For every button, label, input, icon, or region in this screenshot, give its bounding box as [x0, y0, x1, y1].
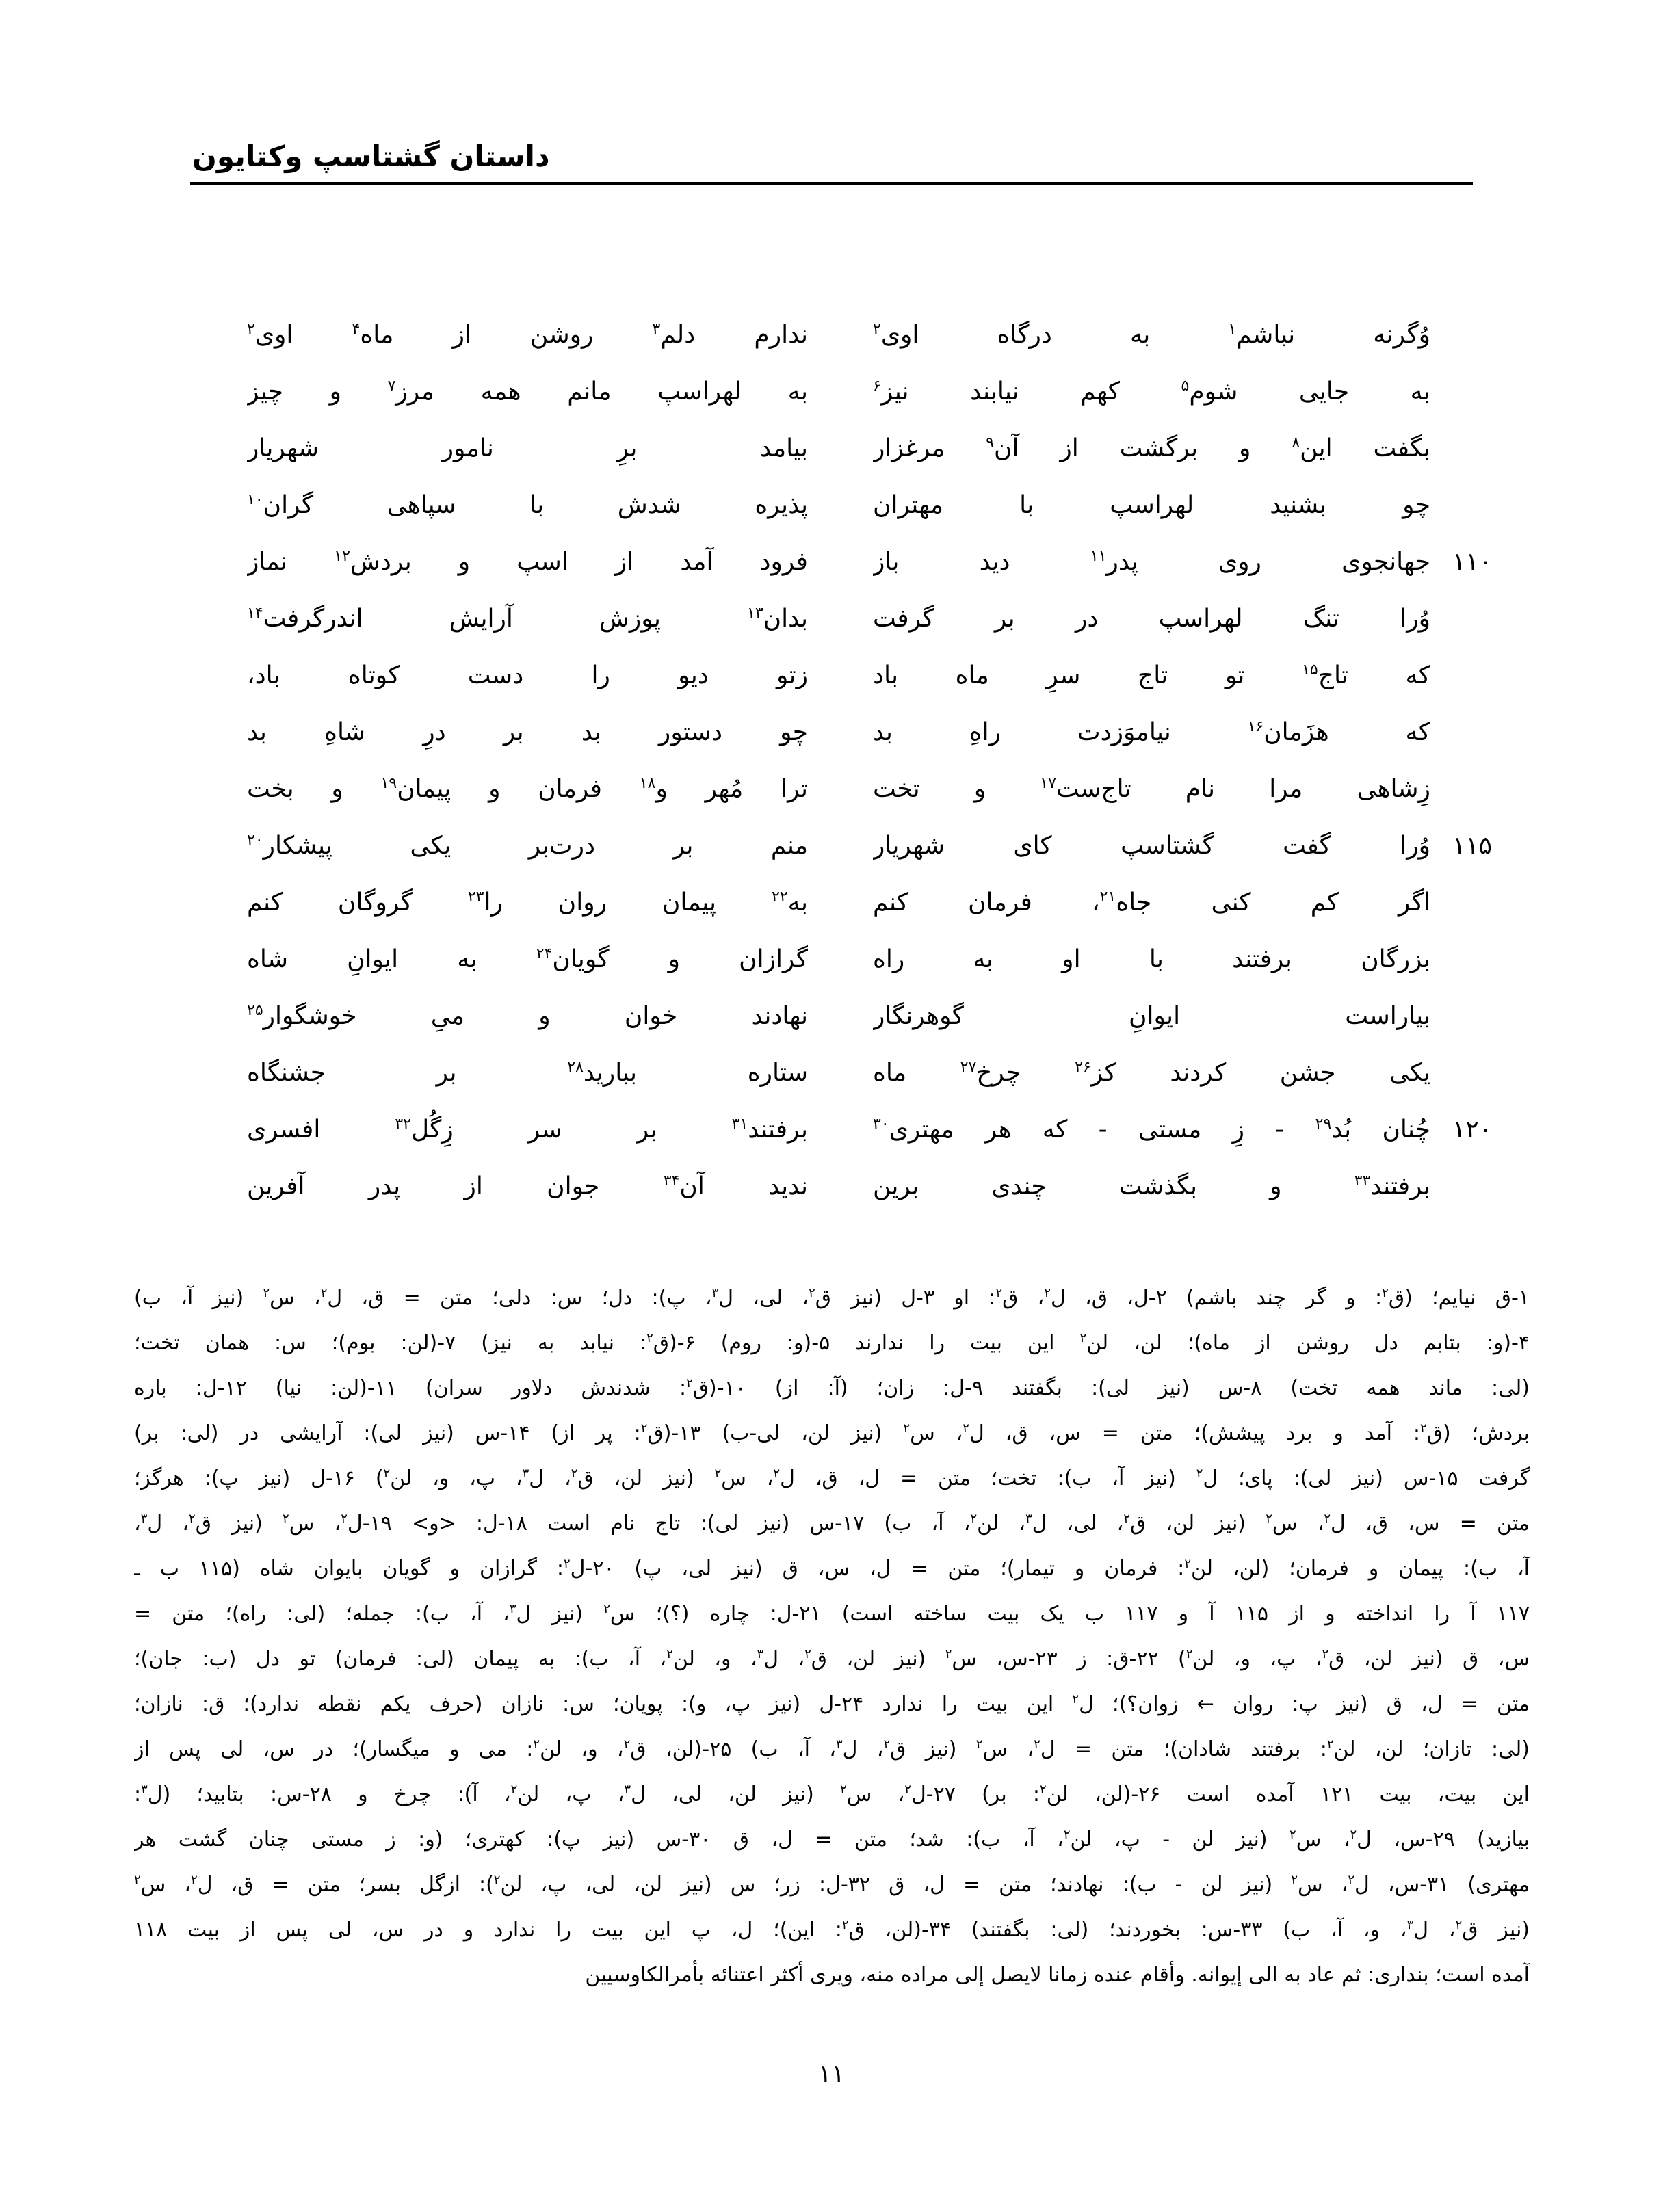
hemistich-second: ندارم دلم$^۳$ روشن از ماه$^۴$ اوی$^۲$ [247, 321, 808, 349]
verse-number [1430, 761, 1492, 817]
hemistich-second: ترا مُهر و$^{۱۸}$ فرمان و پیمان$^{۱۹}$ و بخت [247, 775, 808, 803]
page-number: ۱۱ [818, 2060, 845, 2088]
poem-row [247, 306, 1492, 363]
apparatus-line: ۴-(و: بتابم دل روشن از ماه)؛ لن، لن$^۲$ این بیت را ندارند ۵-(و: روم) ۶-(ق$^۲$: نیابد به نیز) ۷-(لن: بوم)؛ س: همان تخت؛ [134, 1331, 1530, 1355]
column-gutter [808, 988, 873, 1044]
verse-number [1430, 1158, 1492, 1215]
verse-number [1430, 931, 1492, 988]
column-gutter [808, 590, 873, 647]
hemistich-first: چو بشنید لهراسپ با مهتران [873, 491, 1430, 519]
hemistich-first: یکی جشن کردند کز$^{۲۶}$ چرخ$^{۲۷}$ ماه [873, 1059, 1430, 1087]
poem-row [247, 704, 1492, 761]
poem-row [247, 363, 1492, 420]
hemistich-second: فرود آمد از اسپ و بردش$^{۱۲}$ نماز [247, 548, 808, 576]
poem [247, 306, 1492, 1215]
verse-number [1430, 704, 1492, 761]
hemistich-second: ندید آن$^{۳۴}$ جوان از پدر آفرین [247, 1172, 808, 1200]
apparatus-line: این بیت، بیت ۱۲۱ آمده است ۲۶-(لن، لن$^۲$: بر) ۲۷-ل$^۲$، س$^۲$ (نیز لن، لی، ل$^۳$، پ، لن$^۲$، آ): چرخ و ۲۸-س: بتابید؛ (ل$^۳$: [134, 1782, 1530, 1806]
running-title: داستان گشتاسپ وکتایون [192, 140, 550, 173]
hemistich-first: جهانجوی روی پدر$^{۱۱}$ دید باز [873, 548, 1430, 576]
hemistich-first: زِشاهی مرا نام تاج‌ست$^{۱۷}$ و تخت [873, 775, 1430, 803]
verse-number: ۱۱۰ [1452, 548, 1492, 576]
apparatus [134, 1276, 1530, 1998]
hemistich-first: بزرگان برفتند با او به راه [873, 945, 1430, 973]
poem-row [247, 931, 1492, 988]
verse-number: ۱۲۰ [1452, 1116, 1492, 1144]
poem-row [247, 874, 1492, 931]
hemistich-second: به$^{۲۲}$ پیمان روان را$^{۲۳}$ گروگان کنم [247, 888, 808, 917]
hemistich-second: منم بر درت‌بر یکی پیشکار$^{۲۰}$ [247, 832, 808, 860]
hemistich-second: بیامد برِ نامور شهریار [247, 434, 808, 462]
poem-row [247, 420, 1492, 477]
column-gutter [808, 704, 873, 761]
hemistich-second: برفتند$^{۳۱}$ بر سر زِگُل$^{۳۲}$ افسری [247, 1116, 808, 1144]
poem-row [247, 1101, 1492, 1158]
poem-row [247, 647, 1492, 704]
column-gutter [808, 761, 873, 817]
poem-row [247, 590, 1492, 647]
hemistich-second: نهادند خوان و میِ خوشگوار$^{۲۵}$ [247, 1002, 808, 1030]
verse-number [1430, 363, 1492, 420]
hemistich-second: ستاره ببارید$^{۲۸}$ بر جشنگاه [247, 1059, 808, 1087]
apparatus-line: متن = س، ق، ل$^۲$، س$^۲$ (نیز لن، ق$^۲$، لی، ل$^۳$، لن$^۲$، آ، ب) ۱۷-س (نیز لی): تاج نام است ۱۸-ل: <و> ۱۹-ل$^۲$، س$^۲$ (نیز ق$^۲$، ل$^۳$، [134, 1512, 1530, 1536]
apparatus-line: گرفت ۱۵-س (نیز لی): پای؛ ل$^۲$ (نیز آ، ب): تخت؛ متن = ل، ق، ل$^۲$، س$^۲$ (نیز لن، ق$^۲$، ل$^۳$، پ، و، لن$^۲$) ۱۶-ل (نیز پ): هرگز؛ [134, 1466, 1530, 1490]
hemistich-second: بدان$^{۱۳}$ پوزش آرایش اندرگرفت$^{۱۴}$ [247, 605, 808, 633]
hemistich-first: وُرا گفت گشتاسپ کای شهریار [873, 832, 1430, 860]
column-gutter [808, 477, 873, 534]
column-gutter [808, 534, 873, 590]
hemistich-first: چُنان بُد$^{۲۹}$ - زِ مستی - که هر مهتری$^{۳۰}$ [873, 1116, 1430, 1144]
apparatus-line: مهتری) ۳۱-س، ل$^۲$، س$^۲$ (نیز لن - ب): نهادند؛ متن = ل، ق ۳۲-ل: زر؛ س (نیز لن، لی، پ، لن$^۲$): ازگل بسر؛ متن = ق، ل$^۲$، س$^۲$ [134, 1873, 1530, 1897]
column-gutter [808, 363, 873, 420]
hemistich-first: که تاج$^{۱۵}$ تو تاج سرِ ماه باد [873, 661, 1430, 689]
poem-row [247, 1158, 1492, 1215]
hemistich-second: گرازان و گویان$^{۲۴}$ به ایوانِ شاه [247, 945, 808, 973]
apparatus-line: س، ق (نیز لن، ق$^۲$، پ، و، لن$^۲$) ۲۲-ق: ز ۲۳-س، س$^۲$ (نیز لن، ق$^۲$، ل$^۳$، و، لن$^۲$، آ، ب): به پیمان (لی: فرمان) تو دل (ب: جان)؛ [134, 1647, 1530, 1671]
hemistich-first: بگفت این$^۸$ و برگشت از آن$^۹$ مرغزار [873, 434, 1430, 462]
verse-number: ۱۱۵ [1452, 832, 1492, 860]
hemistich-first: برفتند$^{۳۳}$ و بگذشت چندی برین [873, 1172, 1430, 1200]
poem-row [247, 988, 1492, 1044]
verse-number [1430, 420, 1492, 477]
apparatus-line: آمده است؛ بنداری: ثم عاد به الی إیوانه. وأقام عنده زمانا لایصل إلی مراده منه، ویری أکثر اعتنائه بأمرالکاوسیین [585, 1963, 1530, 1987]
poem-row [247, 477, 1492, 534]
header-rule [190, 182, 1473, 185]
poem-row [247, 534, 1492, 590]
hemistich-second: به لهراسپ مانم همه مرز$^۷$ و چیز [247, 378, 808, 406]
apparatus-line: متن = ل، ق (نیز پ: روان ← زوان؟)؛ ل$^۲$ این بیت را ندارد ۲۴-ل (نیز پ، و): پویان؛ س: نازان (حرف یکم نقطه ندارد)؛ ق: نازان؛ [134, 1692, 1530, 1716]
apparatus-line: (لی: تازان؛ لن، لن$^۲$: برفتند شادان)؛ متن = ل$^۲$، س$^۲$ (نیز ق$^۲$، ل$^۳$، آ، ب) ۲۵-(لن، ق$^۲$، و، لن$^۲$: می و میگسار)؛ در س، لی پس از [134, 1737, 1530, 1761]
hemistich-first: وُرا تنگ لهراسپ در بر گرفت [873, 605, 1430, 633]
apparatus-line: بردش؛ (ق$^۲$: آمد و برد پیشش)؛ متن = س، ق، ل$^۲$، س$^۲$ (نیز لن، لی-ب) ۱۳-(ق$^۲$: پر از) ۱۴-س (نیز لی): آرایشی در (لی: بر) [134, 1421, 1530, 1445]
column-gutter [808, 817, 873, 874]
hemistich-first: وُگرنه نباشم$^۱$ به درگاه اوی$^۲$ [873, 321, 1430, 349]
poem-row [247, 761, 1492, 817]
column-gutter [808, 1158, 873, 1215]
column-gutter [808, 1044, 873, 1101]
verse-number [1430, 874, 1492, 931]
column-gutter [808, 306, 873, 363]
apparatus-line: (نیز ق$^۲$، ل$^۳$، و، آ، ب) ۳۳-س: بخوردند؛ (لی: بگفتند) ۳۴-(لن، ق$^۲$: این)؛ ل، پ این بیت را ندارد و در س، لی پس از بیت ۱۱۸ [134, 1918, 1530, 1942]
apparatus-line: آ، ب): پیمان و فرمان؛ (لن، لن$^۲$: فرمان و تیمار)؛ متن = ل، س، ق (نیز لی، پ) ۲۰-ل$^۲$: گرازان و گویان بایوان شاه (۱۱۵ ب ـ [134, 1557, 1530, 1581]
hemistich-first: بیاراست ایوانِ گوهرنگار [873, 1002, 1430, 1030]
hemistich-second: زتو دیو را دست کوتاه باد، [247, 661, 808, 689]
apparatus-line: بیازید) ۲۹-س، ل$^۲$، س$^۲$ (نیز لن - پ، لن$^۲$، آ، ب): شد؛ متن = ل، ق ۳۰-س (نیز پ): کهتری؛ (و: ز مستی چنان گشت هر [134, 1828, 1530, 1852]
verse-number [1430, 1044, 1492, 1101]
column-gutter [808, 647, 873, 704]
verse-number [1430, 306, 1492, 363]
poem-row [247, 817, 1492, 874]
verse-number [1430, 477, 1492, 534]
column-gutter [808, 1101, 873, 1158]
column-gutter [808, 931, 873, 988]
verse-number [1430, 988, 1492, 1044]
apparatus-line: ۱-ق نیایم؛ (ق$^۲$: و گر چند باشم) ۲-ل، ق، ل$^۲$، ق$^۲$: او ۳-ل (نیز ق$^۲$، لی، ل$^۳$، پ): دل؛ س: دلی؛ متن = ق، ل$^۲$، س$^۲$ (نیز آ، ب) [134, 1286, 1530, 1310]
hemistich-second: پذیره شدش با سپاهی گران$^{۱۰}$ [247, 491, 808, 519]
hemistich-first: اگر کم کنی جاه$^{۲۱}$، فرمان کنم [873, 888, 1430, 917]
verse-number [1430, 590, 1492, 647]
poem-row [247, 1044, 1492, 1101]
apparatus-line: ۱۱۷ آ را انداخته و از ۱۱۵ آ و ۱۱۷ ب یک بیت ساخته است) ۲۱-ل: چاره (؟)؛ س$^۲$ (نیز ل$^۳$، آ، ب): جمله؛ (لی: راه)؛ متن = [134, 1602, 1530, 1626]
apparatus-line: (لی: ماند همه تخت) ۸-س (نیز لی): بگفتند ۹-ل: زان؛ (آ: از) ۱۰-(ق$^۲$: شدندش دلاور سران) ۱۱-(لن: نیا) ۱۲-ل: باره [134, 1376, 1530, 1400]
hemistich-second: چو دستور بد بر درِ شاهِ بد [247, 718, 808, 746]
column-gutter [808, 420, 873, 477]
hemistich-first: به جایی شوم$^۵$ کهم نیابند نیز$^۶$ [873, 378, 1430, 406]
verse-number [1430, 647, 1492, 704]
column-gutter [808, 874, 873, 931]
hemistich-first: که هزَمان$^{۱۶}$ نیاموَزدت راهِ بد [873, 718, 1430, 746]
